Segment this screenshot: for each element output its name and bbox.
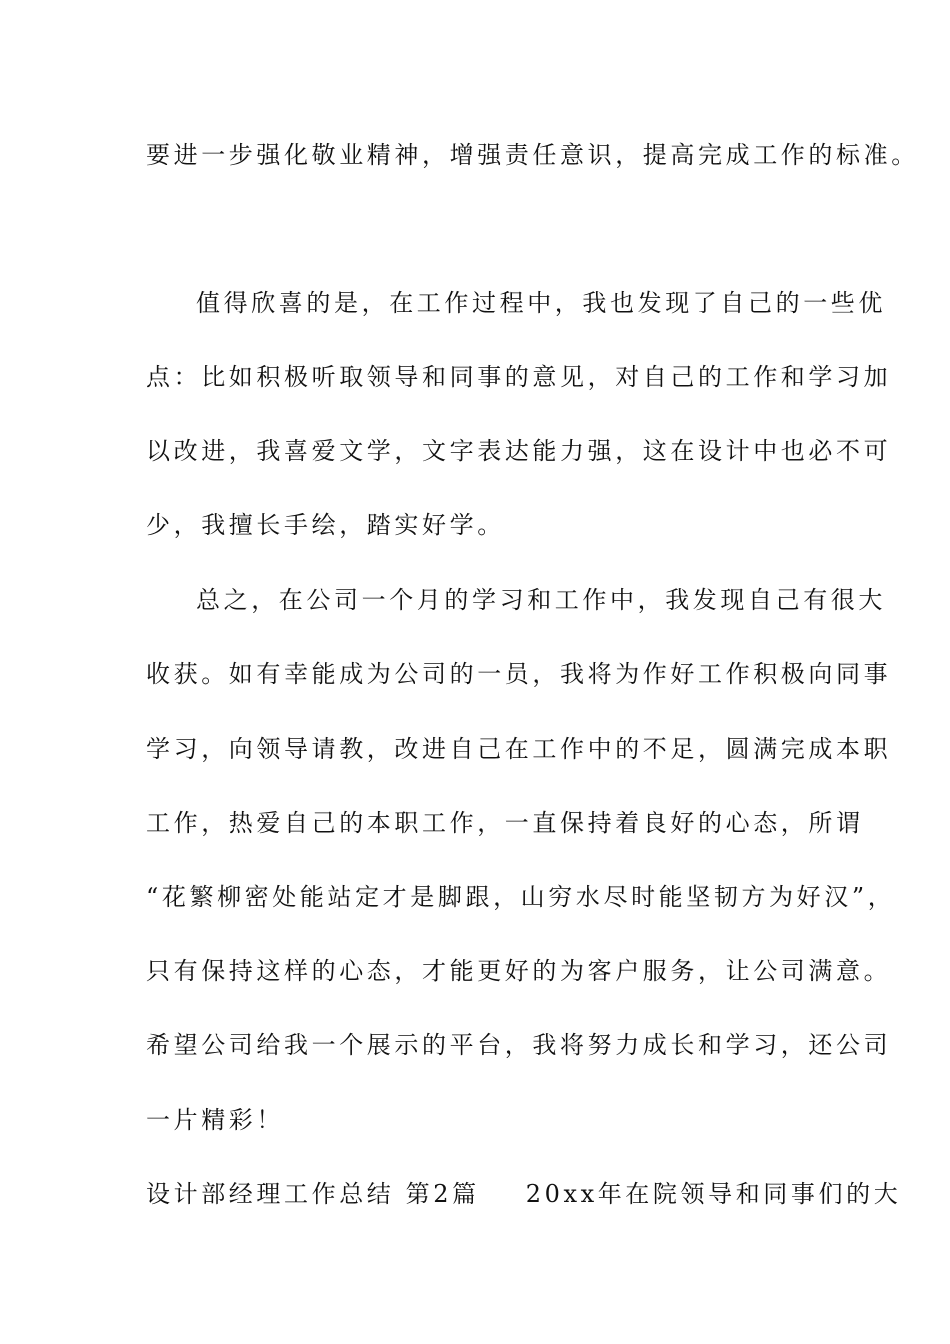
paragraph-line: 工作，热爱自己的本职工作，一直保持着良好的心态，所谓 bbox=[146, 809, 864, 837]
section-heading-line bbox=[146, 1179, 901, 1209]
paragraph-line: 希望公司给我一个展示的平台，我将努力成长和学习，还公司 bbox=[146, 1031, 892, 1059]
paragraph-line: 收获。如有幸能成为公司的一员，我将为作好工作积极向同事 bbox=[146, 660, 892, 688]
paragraph-line: 点：比如积极听取领导和同事的意见，对自己的工作和学习加 bbox=[146, 363, 892, 391]
paragraph-line: “花繁柳密处能站定才是脚跟，山穷水尽时能坚韧方为好汉”， bbox=[146, 883, 896, 911]
paragraph-line: 以改进，我喜爱文学，文字表达能力强，这在设计中也必不可 bbox=[146, 437, 892, 465]
paragraph-line: 值得欣喜的是，在工作过程中，我也发现了自己的一些优 bbox=[196, 289, 886, 317]
section-title: 设计部经理工作总结 第2篇 bbox=[146, 1180, 480, 1208]
paragraph-line: 只有保持这样的心态，才能更好的为客户服务，让公司满意。 bbox=[146, 957, 892, 985]
paragraph-line: 学习，向领导请教，改进自己在工作中的不足，圆满完成本职 bbox=[146, 735, 892, 763]
paragraph-line: 一片精彩！ bbox=[146, 1106, 284, 1134]
paragraph-line: 要进一步强化敬业精神，增强责任意识，提高完成工作的标准。 bbox=[146, 141, 919, 169]
section-continuation: 20xx年在院领导和同事们的大 bbox=[525, 1180, 902, 1208]
paragraph-line: 总之，在公司一个月的学习和工作中，我发现自己有很大 bbox=[196, 586, 886, 614]
paragraph-line: 少，我擅长手绘，踏实好学。 bbox=[146, 511, 505, 539]
